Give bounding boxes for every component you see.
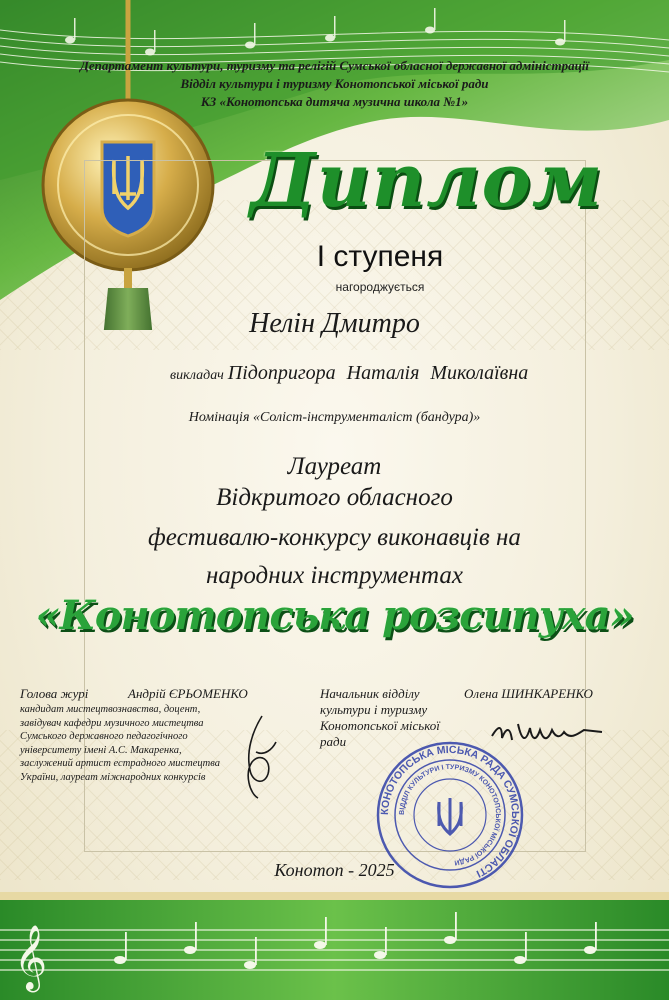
teacher-label: викладач [170, 368, 224, 383]
svg-text:𝄞: 𝄞 [14, 925, 48, 990]
laureate-line-1: Лауреат [287, 453, 382, 480]
city-year: Конотоп - 2025 [274, 860, 395, 880]
department-head-name: Олена ШИНКАРЕНКО [464, 686, 593, 701]
department-head-role-line: культури і туризму [320, 702, 428, 717]
jury-name: Андрій ЄРЬОМЕНКО [128, 686, 248, 701]
diploma-title: Диплом [250, 138, 604, 224]
department-head-role-line: ради [320, 734, 347, 749]
jury-bio-line: Сумського державного педагогічного [20, 731, 188, 742]
festival-name: «Конотопська розсипуха» [35, 592, 634, 639]
stamp-inner-text: ВІДДІЛ КУЛЬТУРИ І ТУРИЗМУ КОНОТОПСЬКОЇ МІСЬКОЇ РАДИ [398, 763, 502, 866]
teacher-line [170, 362, 630, 385]
laureate-line-3: фестивалю-конкурсу виконавців на [148, 524, 521, 551]
bottom-green-decoration [0, 880, 669, 1000]
jury-signature [232, 712, 282, 802]
jury-bio-line: університету імені А.С. Макаренка, [20, 744, 182, 756]
department-head-role-line: Конотопської міської [320, 718, 440, 733]
jury-bio-line: кандидат мистецтвознавства, доцент, [20, 704, 201, 715]
awarded-label: нагороджується [335, 280, 425, 294]
jury-role: Голова журі [20, 686, 89, 701]
jury-bio [20, 703, 220, 784]
nomination: Номінація «Соліст-інструменталіст (бандура)» [188, 410, 481, 425]
laureate-line-4: народних інструментах [205, 562, 464, 589]
laureate-line-2: Відкритого обласного [216, 484, 453, 511]
recipient-name: Нелін Дмитро [249, 308, 420, 339]
department-head-role-line: Начальник відділу [320, 686, 420, 701]
jury-bio-line: України, лауреат міжнародних конкурсів [20, 771, 206, 783]
jury-bio-line: заслужений артист естрадного мистецтва [20, 758, 220, 769]
degree-label: І ступеня [316, 240, 444, 273]
teacher-name: Підопригора Наталія Миколаївна [227, 362, 529, 384]
jury-bio-line: завідувач кафедри музичного мистецтва [20, 717, 204, 729]
header-division: Відділ культури і туризму Конотопської міської ради [180, 76, 489, 91]
header-department: Департамент культури, туризму та релігій Сумської обласної державної адміністрації [79, 58, 590, 73]
header-school: КЗ «Конотопська дитяча музична школа №1» [200, 94, 469, 109]
stamp-outer-text: КОНОТОПСЬКА МІСЬКА РАДА СУМСЬКОЇ ОБЛАСТІ [378, 743, 522, 880]
